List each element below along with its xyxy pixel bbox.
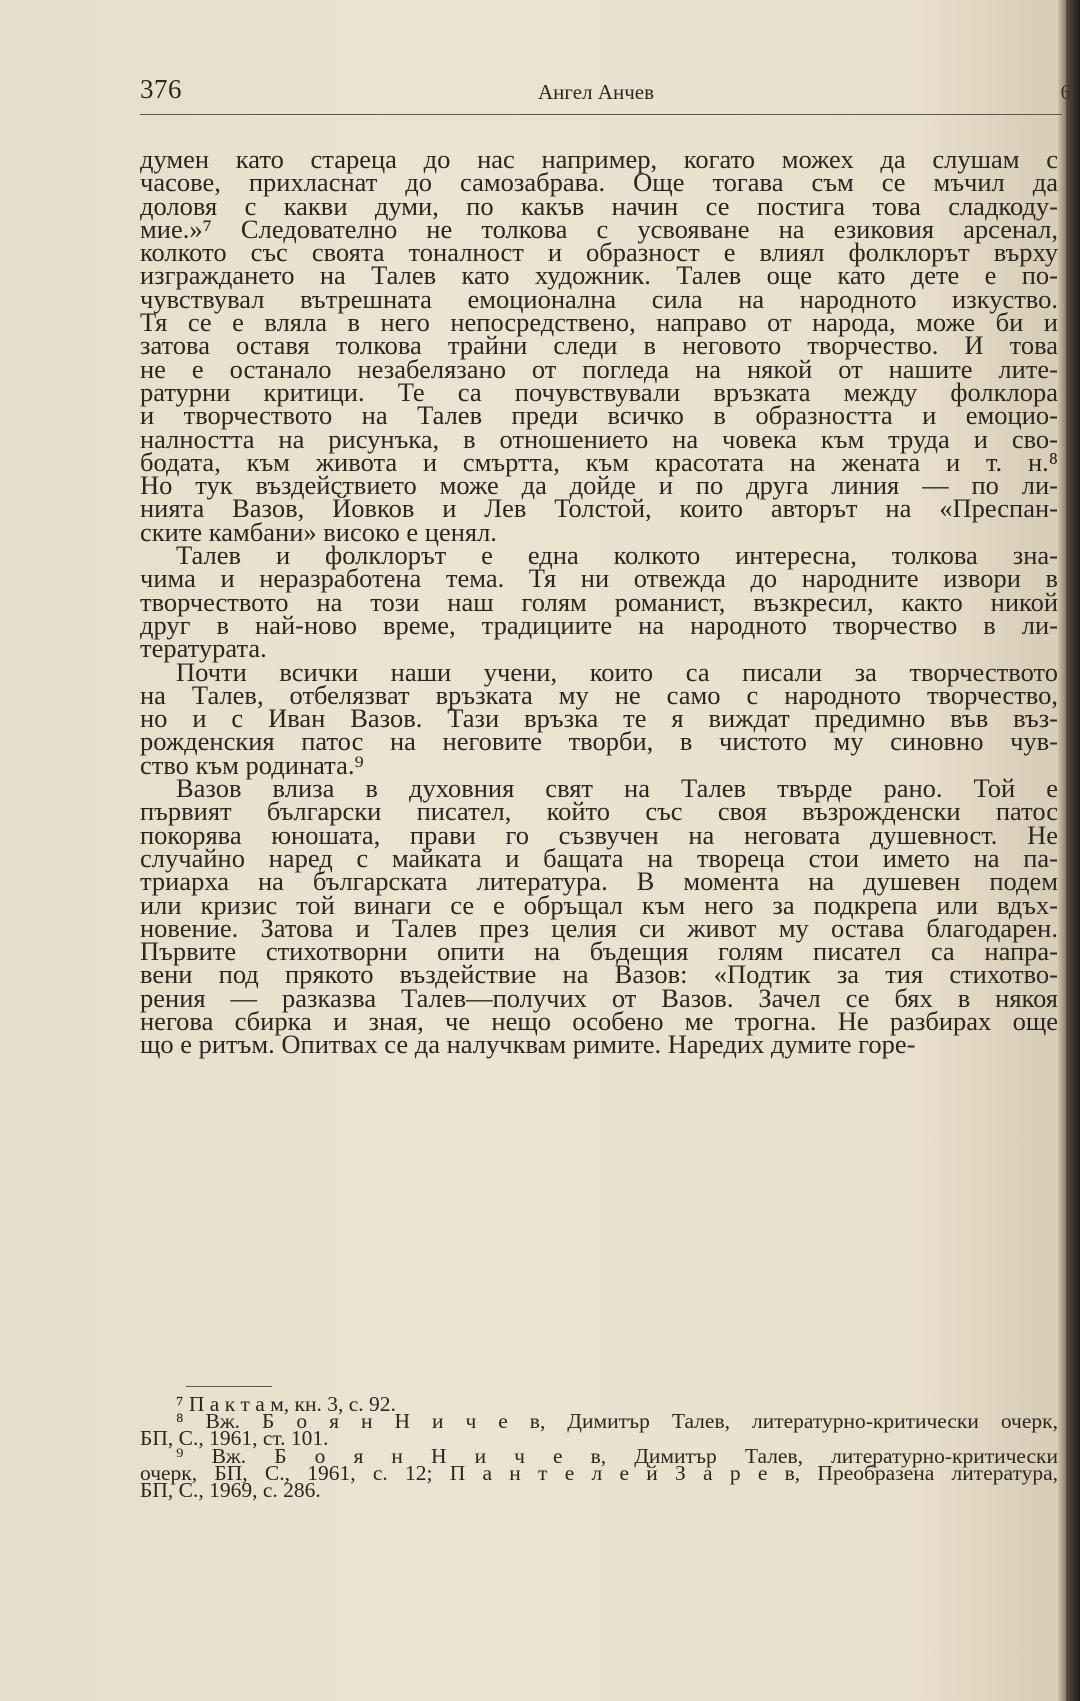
text-line: тературата.	[140, 633, 267, 664]
text-line: очерк, БП, С., 1961, с. 12; П а н т е л е й З а р е в, Преобразена литература,	[140, 1460, 1058, 1485]
text-line: но и с Иван Вазов. Тази връзка те я виждат предимно във въз-	[140, 703, 1058, 734]
text-line: Тя се е вляла в него непосредствено, направо от народа, може би и	[140, 307, 1058, 338]
footnote-rule	[186, 1386, 272, 1387]
text-line: изграждането на Талев като художник. Талев още като дете е по-	[140, 260, 1058, 291]
text-line: БП, С., 1961, ст. 101.	[140, 1426, 329, 1451]
text-line: на Талев, отбелязват връзката му не само с народното творчество,	[140, 679, 1058, 710]
footnote-9	[140, 1443, 1058, 1503]
text-line: Но тук въздействието може да дойде и по друга линия — по ли-	[140, 470, 1058, 501]
text-line: новение. Затова и Талев през целия си живот му остава благодарен.	[140, 912, 1058, 943]
paragraph	[140, 540, 1058, 664]
text-line: ⁹ Вж. Б о я н Н и ч е в, Димитър Талев, литературно-критически	[176, 1443, 1058, 1468]
footnotes	[140, 1392, 1058, 1503]
text-line: и творчеството на Талев преди всичко в образността и емоцио-	[140, 400, 1058, 431]
text-line: чувствувал вътрешната емоционална сила на народното изкуство.	[140, 283, 1058, 314]
text-line: рения — разказва Талев—получих от Вазов. Зачел се бях в някоя	[140, 982, 1058, 1013]
page-number: 376	[140, 74, 182, 104]
text-line: що е ритъм. Опитвах се да налучквам римите. Наредих думите горе-	[140, 1029, 916, 1060]
text-line: не е останало незабелязано от погледа на някой от нашите лите-	[140, 353, 1058, 384]
text-line: случайно наред с майката и бащата на твореца стои името на па-	[140, 842, 1058, 873]
body-text	[140, 144, 1058, 1060]
text-line: БП, С., 1969, с. 286.	[140, 1478, 321, 1503]
text-line: мие.»⁷ Следователно не толкова с усвояване на езиковия арсенал,	[140, 213, 1058, 244]
text-line: рожденския патос на неговите творби, в чистото му синовно чув-	[140, 726, 1058, 757]
text-line: часове, прихласнат до самозабрава. Още тогава съм се мъчил да	[140, 167, 1058, 198]
text-line: чима и неразработена тема. Тя ни отвежда до народните извори в	[140, 563, 1058, 594]
text-line: Талев и фолклорът е една колкото интересна, толкова зна-	[176, 540, 1058, 571]
text-line: първият български писател, който със своя възрожденски патос	[140, 796, 1058, 827]
paragraph	[140, 656, 1058, 780]
running-head: Ангел Анчев	[538, 80, 654, 104]
book-spine-edge	[1066, 0, 1080, 1701]
text-line: колкото със своята тоналност и образност е влиял фолклорът върху	[140, 237, 1058, 268]
text-line: затова оставя толкова трайни следи в неговото творчество. И това	[140, 330, 1058, 361]
text-line: или кризис той винаги се е обръщал към него за подкрепа или вдъх-	[140, 889, 1058, 920]
page-header	[140, 74, 1071, 114]
header-rule	[140, 114, 1062, 115]
text-line: нията Вазов, Йовков и Лев Толстой, които авторът на «Преспан-	[140, 493, 1058, 524]
text-line: вени под прякото въздействие на Вазов: «Подтик за тия стихотво-	[140, 959, 1058, 990]
text-line: Вазов влиза в духовния свят на Талев твърде рано. Той е	[176, 773, 1058, 804]
footnote-8	[140, 1409, 1058, 1451]
text-line: бодата, към живота и смъртта, към красотата на жената и т. н.⁸	[140, 446, 1058, 477]
paragraph	[140, 773, 1058, 1060]
text-line: покорява юношата, прави го съзвучен на неговата душевност. Не	[140, 819, 1058, 850]
page-edge-shadow	[1058, 0, 1066, 1701]
text-line: доловя с какви думи, по какъв начин се постига това сладкоду-	[140, 190, 1058, 221]
text-line: налността на рисунъка, в отношението на човека към труда и сво-	[140, 423, 1058, 454]
text-line: триарха на българската литература. В момента на душевен подем	[140, 866, 1058, 897]
text-line: ство към родината.⁹	[140, 749, 364, 780]
text-line: Първите стихотворни опити на бъдещия голям писател са напра-	[140, 936, 1058, 967]
paragraph	[140, 144, 1058, 547]
text-line: ратурни критици. Те са почувствували връзката между фолклора	[140, 376, 1058, 407]
text-line: Почти всички наши учени, които са писали за творчеството	[176, 656, 1058, 687]
text-line: ⁷ П а к т а м, кн. 3, с. 92.	[176, 1392, 396, 1416]
text-line: творчеството на този наш голям романист, възкресил, както никой	[140, 586, 1058, 617]
text-line: думен като стареца до нас например, когато можех да слушам с	[140, 144, 1058, 174]
text-line: друг в най-ново време, традициите на народното творчество в ли-	[140, 609, 1058, 640]
text-line: ⁸ Вж. Б о я н Н и ч е в, Димитър Талев, литературно-критически очерк,	[176, 1409, 1058, 1434]
text-line: негова сбирка и зная, че нещо особено ме трогна. Не разбирах още	[140, 1005, 1058, 1036]
text-line: ските камбани» високо е ценял.	[140, 516, 497, 547]
adjacent-page-mark: 6	[1060, 80, 1071, 104]
